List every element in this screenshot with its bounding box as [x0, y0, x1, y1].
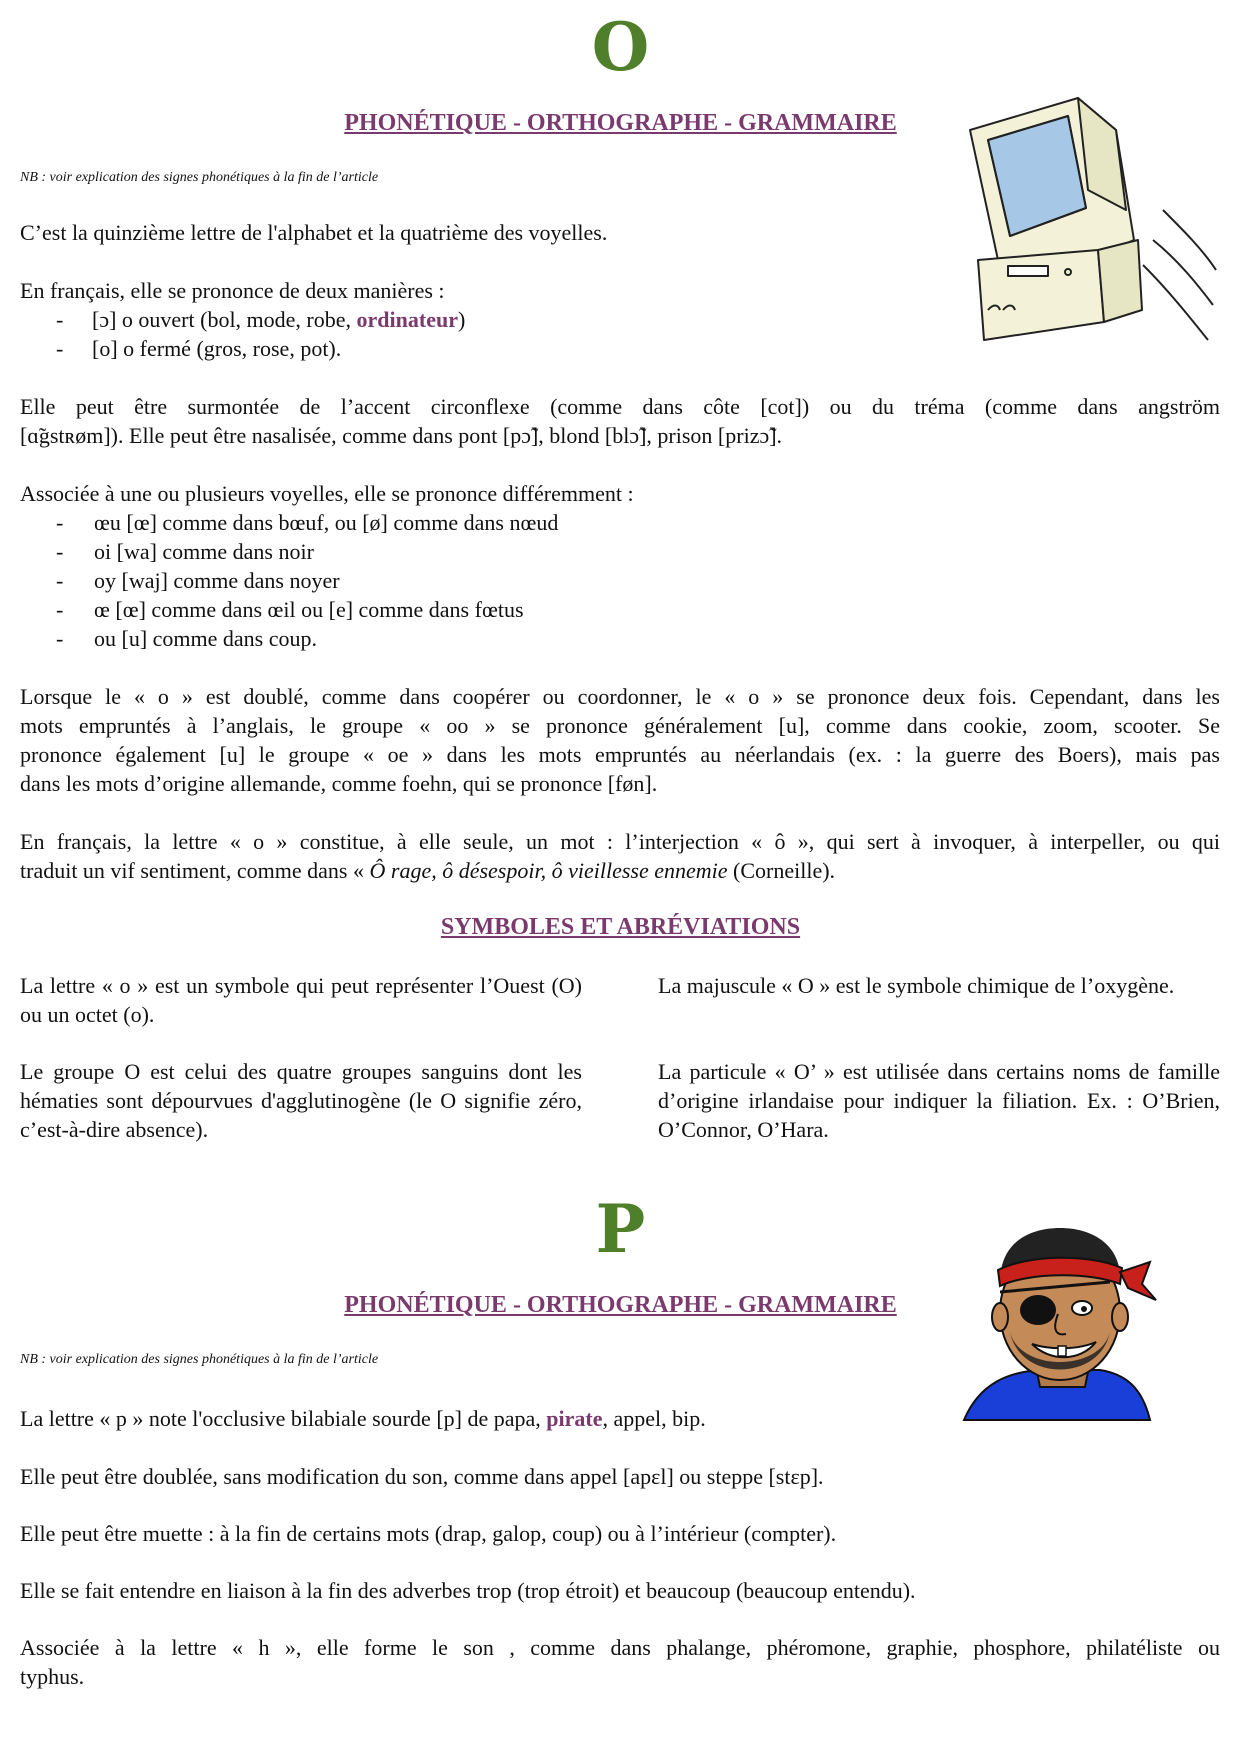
section-p-nb: NB : voir explication des signes phonétiques à la fin de l’article — [20, 1352, 379, 1367]
section-letter-o: O — [591, 8, 650, 86]
assoc-item: - ou [u] comme dans coup. — [56, 626, 317, 651]
assoc-item: - oi [wa] comme dans noir — [56, 539, 314, 564]
section-o-interj-line1: En français, la lettre « o » constitue, à elle seule, un mot : l’interjection « ô », qui sert à invoquer, à interpeller, ou qui — [20, 829, 1220, 854]
assoc-item: - œu [œ] comme dans bœuf, ou [ø] comme dans nœud — [56, 510, 559, 535]
section-p-heading: PHONÉTIQUE - ORTHOGRAPHE - GRAMMAIRE — [344, 1292, 897, 1318]
section-p-line2: Elle peut être doublée, sans modification du son, comme dans appel [apɛl] ou steppe [stɛp]. — [20, 1464, 824, 1489]
section-p-line4: Elle se fait entendre en liaison à la fin des adverbes trop (trop étroit) et beaucoup (beaucoup entendu). — [20, 1578, 916, 1603]
section-p-line1: La lettre « p » note l'occlusive bilabiale sourde [p] de papa, pirate, appel, bip. — [20, 1406, 706, 1431]
section-o-assoc-title: Associée à une ou plusieurs voyelles, elle se prononce différemment : — [20, 481, 634, 506]
section-o-double-line: Lorsque le « o » est doublé, comme dans coopérer ou coordonner, le « o » se prononce deux fois. Cependant, dans les — [20, 684, 1220, 709]
section-o-double-last: dans les mots d’origine allemande, comme foehn, qui se prononce [føn]. — [20, 771, 658, 796]
symbols-right-2: La particule « O’ » est utilisée dans certains noms de famille d’origine irlandaise pour indiquer la filiation. Ex. : O’Brien, O’Connor, O’Hara. — [658, 1059, 1220, 1142]
pron-item: - [ɔ] o ouvert (bol, mode, robe, ordinateur) — [56, 307, 466, 332]
section-o-accents-line1: Elle peut être surmontée de l’accent circonflexe (comme dans côte [cot]) ou du tréma (comme dans angström — [20, 394, 1220, 419]
pirate-illustration — [960, 1222, 1160, 1422]
section-o-heading: PHONÉTIQUE - ORTHOGRAPHE - GRAMMAIRE — [344, 110, 897, 136]
section-o-accents-line2: [ɑ̃gstʀøm]). Elle peut être nasalisée, comme dans pont [pɔ̃], blond [blɔ̃], prison [prizɔ̃]. — [20, 423, 783, 448]
section-o-double-line: prononce également [u] le groupe « oe » dans les mots empruntés au néerlandais (ex. : la guerre des Boers), mais pas — [20, 742, 1220, 767]
section-o-pron-title: En français, elle se prononce de deux manières : — [20, 278, 445, 303]
symbols-left-2: Le groupe O est celui des quatre groupes sanguins dont les hématies sont dépourvues d'agglutinogène (le O signifie zéro, c’est-à-dire absence). — [20, 1059, 582, 1142]
section-p-line5a: Associée à la lettre « h », elle forme le son , comme dans phalange, phéromone, graphie, phosphore, philatéliste ou — [20, 1635, 1220, 1660]
section-o-double-line: mots empruntés à l’anglais, le groupe « oo » se prononce généralement [u], comme dans cookie, zoom, scooter. Se — [20, 713, 1220, 738]
symbols-heading: SYMBOLES ET ABRÉVIATIONS — [440, 914, 801, 940]
section-o-intro: C’est la quinzième lettre de l'alphabet et la quatrième des voyelles. — [20, 220, 608, 245]
assoc-item: - oy [waj] comme dans noyer — [56, 568, 340, 593]
section-o-nb: NB : voir explication des signes phonétiques à la fin de l’article — [20, 170, 379, 185]
assoc-item: - œ [œ] comme dans œil ou [e] comme dans fœtus — [56, 597, 524, 622]
section-o-interj-line2: traduit un vif sentiment, comme dans « Ô rage, ô désespoir, ô vieillesse ennemie (Corneille). — [20, 858, 836, 883]
highlight-ordinateur: ordinateur — [356, 307, 458, 332]
corneille-quote: Ô rage, ô désespoir, ô vieillesse ennemie — [369, 858, 728, 883]
symbols-right-1: La majuscule « O » est le symbole chimique de l’oxygène. — [658, 973, 1175, 998]
section-p-line5b: typhus. — [20, 1664, 85, 1689]
highlight-pirate: pirate — [546, 1406, 603, 1431]
symbols-left-1: La lettre « o » est un symbole qui peut représenter l’Ouest (O) ou un octet (o). — [20, 973, 582, 1027]
section-p-line3: Elle peut être muette : à la fin de certains mots (drap, galop, coup) ou à l’intérieur (compter). — [20, 1521, 837, 1546]
section-letter-p: P — [595, 1190, 646, 1268]
pron-item: - [o] o fermé (gros, rose, pot). — [56, 336, 342, 361]
